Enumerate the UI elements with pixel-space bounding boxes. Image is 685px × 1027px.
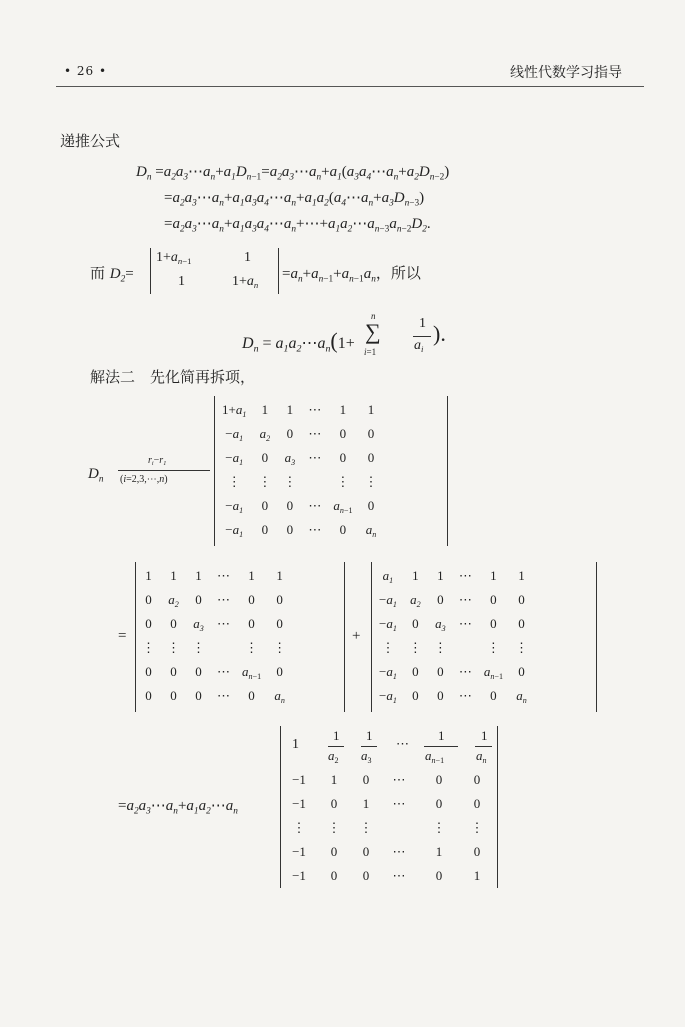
dn-formula: $D_n$ = $a_1a_2\cdots a_n(1+$ — [242, 328, 355, 355]
det3-right-bar — [596, 562, 597, 712]
det3-left-bar — [371, 562, 372, 712]
d2-row-2-col-1: 1 — [178, 274, 185, 289]
dn-label: $D_n$ — [88, 466, 104, 485]
method-2-heading: 解法二 先化简再拆项， — [90, 368, 256, 386]
frac-num: 1 — [419, 316, 426, 331]
det4-r1-c4: ⋯ — [396, 736, 409, 751]
det4-r1-c2-den: $a_2$ — [328, 748, 339, 765]
d2-prefix: 而 $D_2=$ — [90, 264, 134, 285]
row-op-top: $r_i-r_1$ — [148, 455, 167, 468]
book-title: 线性代数学习指导 — [510, 65, 622, 81]
equals-sign-2: = — [118, 628, 127, 644]
det4-right-bar — [497, 726, 498, 888]
det4-r1-c5-num: 1 — [438, 728, 445, 743]
row-op-bottom: (i=2,3,⋯,n) — [120, 474, 168, 485]
frac-den: $a_i$ — [414, 338, 424, 355]
final-prefix: $=a_2a_3\cdots a_n+a_1a_2\cdots a_n$ — [118, 798, 238, 817]
recurrence-line-3: $=a_2a_3\cdots a_n+a_1a_3a_4\cdots a_n+\cdots+a_1a_2\cdots a_{n-3}a_{n-2}D_2$. — [164, 216, 431, 235]
plus-sign: + — [352, 628, 361, 644]
det3-matrix: $a_1$ 1 1 ⋯ 1 1 $-a_1$ $a_2$ 0 ⋯ 0 0 $-a_1$ 0 $a_3$ ⋯ 0 0 ⋮ ⋮ ⋮ ⋮ ⋮ $-a_1$ 0 0 ⋯ $a_{n-1}$ 0 $-a_1$ 0 0 ⋯ 0 $a_n$ — [379, 568, 528, 705]
d2-row-2: $1+a_n$ — [232, 274, 259, 291]
det4-r1-c2-line — [328, 746, 344, 747]
sum-sign: ∑ — [365, 319, 381, 344]
sum-lower: i=1 — [364, 347, 377, 357]
row-op-line — [118, 470, 210, 471]
frac-line — [413, 336, 431, 337]
det4-r1-c3-line — [361, 746, 377, 747]
det4-r1-c6-den: $a_n$ — [476, 748, 487, 765]
det4-r1-c1: 1 — [292, 737, 299, 752]
det4-r1-c6-num: 1 — [481, 728, 488, 743]
sum-upper: n — [371, 311, 376, 321]
det4-r1-c5-line — [424, 746, 458, 747]
det1-left-bar — [214, 396, 215, 546]
header-divider — [56, 86, 644, 87]
det4-r1-c6-line — [475, 746, 492, 747]
d2-row-1: $1+a_{n-1}$ — [156, 250, 192, 267]
recurrence-line-1: $D_n$ $=a_2a_3\cdots a_n+a_1D_{n-1}=a_2a_3\cdots a_n+a_1(a_3a_4\cdots a_n+a_2D_{n-2})$ — [136, 164, 450, 183]
page-number: • 26 • — [64, 64, 108, 78]
recurrence-line-2: $=a_2a_3\cdots a_n+a_1a_3a_4\cdots a_n+a_1a_2(a_4\cdots a_n+a_3D_{n-3})$ — [164, 190, 425, 209]
d2-result: $=a_n+a_{n-1}+a_{n-1}a_n$，所以 — [282, 266, 421, 285]
det1-right-bar — [447, 396, 448, 546]
det4-r1-c3-num: 1 — [366, 728, 373, 743]
d2-det-right-bar — [278, 248, 279, 294]
det2-right-bar — [344, 562, 345, 712]
d2-det-left-bar — [150, 248, 151, 294]
det4-r1-c5-den: $a_{n-1}$ — [425, 748, 445, 765]
det4-r1-c2-num: 1 — [333, 728, 340, 743]
dn-close: ). — [433, 321, 446, 346]
det4-r1-c3-den: $a_3$ — [361, 748, 372, 765]
det2-matrix: 1 1 1 ⋯ 1 1 0 $a_2$ 0 ⋯ 0 0 0 0 $a_3$ ⋯ 0 0 ⋮ ⋮ ⋮ ⋮ ⋮ 0 0 0 ⋯ $a_{n-1}$ 0 0 0 0 ⋯ 0 $a_n$ — [142, 568, 287, 705]
recurrence-heading: 递推公式 — [60, 132, 121, 150]
det1-matrix: $1+a_1$ 1 1 ⋯ 1 1 $-a_1$ $a_2$ 0 ⋯ 0 0 $-a_1$ 0 $a_3$ ⋯ 0 0 ⋮ ⋮ ⋮ ⋮ ⋮ $-a_1$ 0 0 ⋯ $a_{n-1}$ 0 $-a_1$ 0 0 ⋯ 0 $a_n$ — [222, 402, 378, 539]
det4-matrix: −1 1 0 ⋯ 0 0 −1 0 1 ⋯ 0 0 ⋮ ⋮ ⋮ ⋮ ⋮ −1 0 0 ⋯ 1 0 −1 0 0 ⋯ 0 1 — [292, 772, 484, 883]
d2-row-1-col-2: 1 — [244, 250, 251, 265]
